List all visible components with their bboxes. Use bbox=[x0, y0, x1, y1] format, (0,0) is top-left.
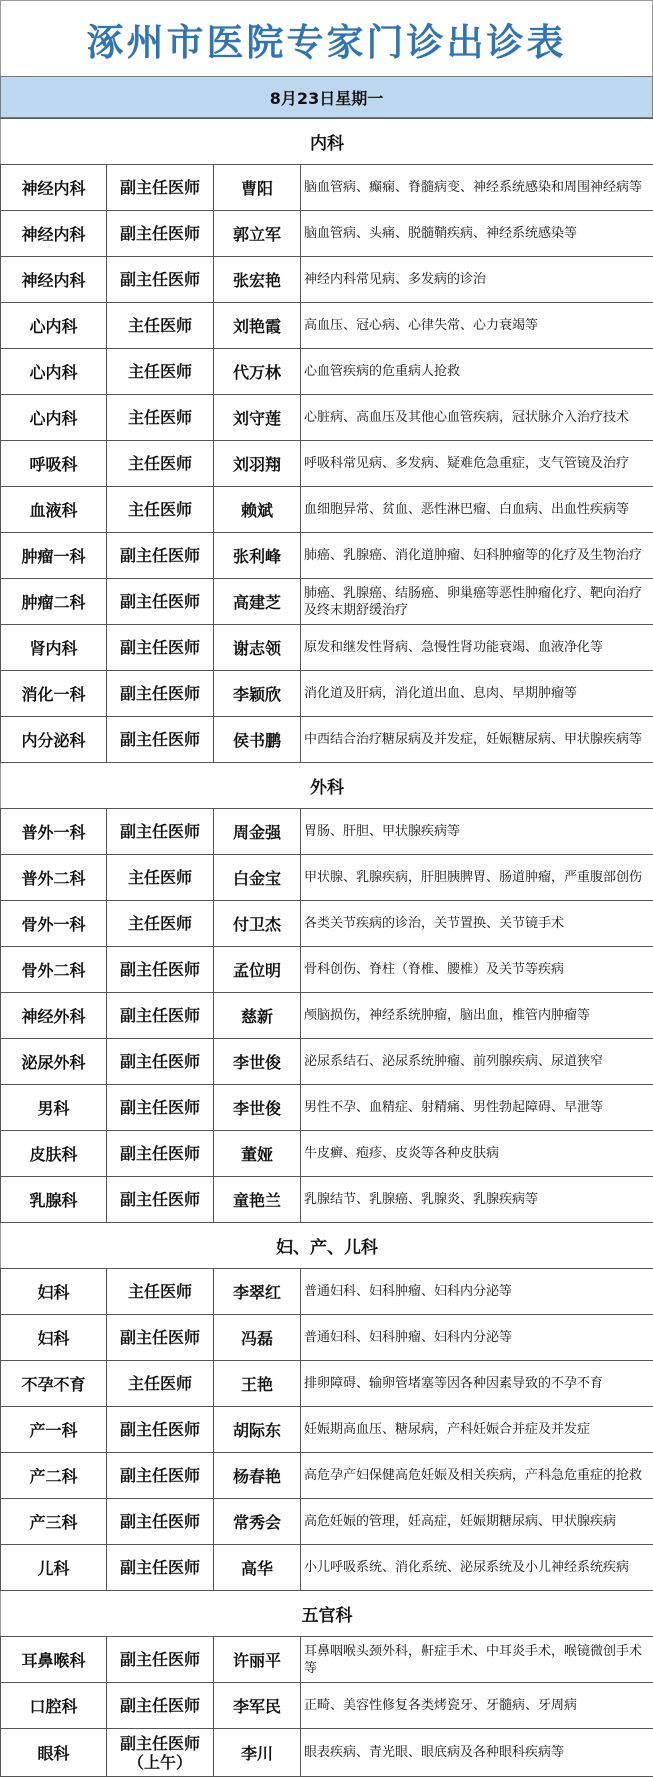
doctor-name-cell: 李世俊 bbox=[214, 1039, 301, 1085]
table-row bbox=[1, 211, 653, 257]
specialty-cell: 脑血管病、癫痫、脊髓病变、神经系统感染和周围神经病等 bbox=[301, 165, 653, 211]
doctor-name-cell: 张宏艳 bbox=[214, 257, 301, 303]
table-row bbox=[1, 1407, 653, 1453]
section-header bbox=[1, 1591, 653, 1637]
table-row bbox=[1, 349, 653, 395]
department-cell: 口腔科 bbox=[1, 1683, 107, 1729]
table-row bbox=[1, 579, 653, 625]
doctor-title-cell: 副主任医师 bbox=[107, 257, 214, 303]
table-row bbox=[1, 1177, 653, 1223]
doctor-title-cell: 副主任医师 bbox=[107, 1683, 214, 1729]
specialty-cell: 牛皮癣、疱疹、皮炎等各种皮肤病 bbox=[301, 1131, 653, 1177]
specialty-cell: 妊娠期高血压、糖尿病，产科妊娠合并症及并发症 bbox=[301, 1407, 653, 1453]
table-row bbox=[1, 993, 653, 1039]
department-cell: 儿科 bbox=[1, 1545, 107, 1591]
department-cell: 心内科 bbox=[1, 303, 107, 349]
doctor-name-cell: 王艳 bbox=[214, 1361, 301, 1407]
specialty-cell: 高血压、冠心病、心律失常、心力衰竭等 bbox=[301, 303, 653, 349]
doctor-title-cell: 副主任医师 bbox=[107, 579, 214, 625]
doctor-name-cell: 李川 bbox=[214, 1729, 301, 1777]
specialty-cell: 心脏病、高血压及其他心血管疾病，冠状脉介入治疗技术 bbox=[301, 395, 653, 441]
specialty-cell: 肺癌、乳腺癌、结肠癌、卵巢癌等恶性肿瘤化疗、靶向治疗及终末期舒缓治疗 bbox=[301, 579, 653, 625]
doctor-title-cell: 副主任医师 bbox=[107, 993, 214, 1039]
specialty-cell: 心血管疾病的危重病人抢救 bbox=[301, 349, 653, 395]
specialty-cell: 胃肠、肝胆、甲状腺疾病等 bbox=[301, 809, 653, 855]
table-row bbox=[1, 257, 653, 303]
doctor-title-cell: 副主任医师 bbox=[107, 211, 214, 257]
table-row bbox=[1, 303, 653, 349]
doctor-name-cell: 张利峰 bbox=[214, 533, 301, 579]
doctor-name-cell: 董娅 bbox=[214, 1131, 301, 1177]
section-header bbox=[1, 119, 653, 165]
specialty-cell: 颅脑损伤，神经系统肿瘤，脑出血，椎管内肿瘤等 bbox=[301, 993, 653, 1039]
department-cell: 心内科 bbox=[1, 395, 107, 441]
table-row bbox=[1, 533, 653, 579]
doctor-title-cell: 主任医师 bbox=[107, 395, 214, 441]
department-cell: 不孕不育 bbox=[1, 1361, 107, 1407]
doctor-name-cell: 刘羽翔 bbox=[214, 441, 301, 487]
table-row bbox=[1, 165, 653, 211]
doctor-title-cell: 副主任医师 bbox=[107, 1085, 214, 1131]
doctor-title-cell: 副主任医师 bbox=[107, 1453, 214, 1499]
department-cell: 产三科 bbox=[1, 1499, 107, 1545]
department-cell: 内分泌科 bbox=[1, 717, 107, 763]
specialty-cell: 消化道及肝病，消化道出血、息肉、早期肿瘤等 bbox=[301, 671, 653, 717]
specialty-cell: 各类关节疾病的诊治，关节置换、关节镜手术 bbox=[301, 901, 653, 947]
table-row bbox=[1, 809, 653, 855]
date-bar: 8月23日星期一 bbox=[0, 76, 653, 118]
doctor-name-cell: 冯磊 bbox=[214, 1315, 301, 1361]
schedule-table bbox=[0, 118, 653, 1777]
table-row bbox=[1, 1039, 653, 1085]
table-row bbox=[1, 395, 653, 441]
specialty-cell: 肺癌、乳腺癌、消化道肿瘤、妇科肿瘤等的化疗及生物治疗 bbox=[301, 533, 653, 579]
department-cell: 肿瘤二科 bbox=[1, 579, 107, 625]
specialty-cell: 甲状腺、乳腺疾病，肝胆胰脾胃、肠道肿瘤，严重腹部创伤 bbox=[301, 855, 653, 901]
table-row bbox=[1, 1361, 653, 1407]
specialty-cell: 血细胞异常、贫血、恶性淋巴瘤、白血病、出血性疾病等 bbox=[301, 487, 653, 533]
table-row bbox=[1, 1453, 653, 1499]
doctor-title-cell: 副主任医师 bbox=[107, 717, 214, 763]
specialty-cell: 中西结合治疗糖尿病及并发症，妊娠糖尿病、甲状腺疾病等 bbox=[301, 717, 653, 763]
doctor-title-cell: 主任医师 bbox=[107, 901, 214, 947]
table-row bbox=[1, 947, 653, 993]
doctor-name-cell: 侯书鹏 bbox=[214, 717, 301, 763]
doctor-title-cell: 副主任医师 bbox=[107, 533, 214, 579]
section-name: 五官科 bbox=[1, 1591, 653, 1637]
table-row bbox=[1, 671, 653, 717]
specialty-cell: 泌尿系结石、泌尿系统肿瘤、前列腺疾病、尿道狭窄 bbox=[301, 1039, 653, 1085]
specialty-cell: 呼吸科常见病、多发病、疑难危急重症，支气管镜及治疗 bbox=[301, 441, 653, 487]
department-cell: 神经内科 bbox=[1, 211, 107, 257]
table-row bbox=[1, 1499, 653, 1545]
department-cell: 妇科 bbox=[1, 1315, 107, 1361]
specialty-cell: 正畸、美容性修复各类烤瓷牙、牙髓病、牙周病 bbox=[301, 1683, 653, 1729]
section-name: 外科 bbox=[1, 763, 653, 809]
section-header bbox=[1, 1223, 653, 1269]
table-row bbox=[1, 717, 653, 763]
specialty-cell: 骨科创伤、脊柱（脊椎、腰椎）及关节等疾病 bbox=[301, 947, 653, 993]
doctor-name-cell: 李世俊 bbox=[214, 1085, 301, 1131]
table-row bbox=[1, 625, 653, 671]
doctor-title-cell: 副主任医师 bbox=[107, 1039, 214, 1085]
doctor-name-cell: 赖斌 bbox=[214, 487, 301, 533]
table-row bbox=[1, 1729, 653, 1777]
specialty-cell: 普通妇科、妇科肿瘤、妇科内分泌等 bbox=[301, 1269, 653, 1315]
section-name: 妇、产、儿科 bbox=[1, 1223, 653, 1269]
department-cell: 骨外一科 bbox=[1, 901, 107, 947]
specialty-cell: 耳鼻咽喉头颈外科，鼾症手术、中耳炎手术，喉镜微创手术等 bbox=[301, 1637, 653, 1683]
doctor-title-cell: 副主任医师 bbox=[107, 947, 214, 993]
doctor-name-cell: 杨春艳 bbox=[214, 1453, 301, 1499]
doctor-title-cell: 主任医师 bbox=[107, 487, 214, 533]
department-cell: 眼科 bbox=[1, 1729, 107, 1777]
table-row bbox=[1, 1269, 653, 1315]
specialty-cell: 普通妇科、妇科肿瘤、妇科内分泌等 bbox=[301, 1315, 653, 1361]
department-cell: 男科 bbox=[1, 1085, 107, 1131]
section-header bbox=[1, 763, 653, 809]
specialty-cell: 男性不孕、血精症、射精痛、男性勃起障碍、早泄等 bbox=[301, 1085, 653, 1131]
section-name: 内科 bbox=[1, 119, 653, 165]
doctor-name-cell: 刘艳霞 bbox=[214, 303, 301, 349]
doctor-name-cell: 李军民 bbox=[214, 1683, 301, 1729]
specialty-cell: 乳腺结节、乳腺癌、乳腺炎、乳腺疾病等 bbox=[301, 1177, 653, 1223]
doctor-title-cell: 副主任医师 bbox=[107, 1177, 214, 1223]
doctor-name-cell: 高华 bbox=[214, 1545, 301, 1591]
doctor-name-cell: 孟位明 bbox=[214, 947, 301, 993]
specialty-cell: 排卵障碍、输卵管堵塞等因各种因素导致的不孕不育 bbox=[301, 1361, 653, 1407]
page-title: 涿州市医院专家门诊出诊表 bbox=[0, 0, 653, 76]
doctor-name-cell: 胡际东 bbox=[214, 1407, 301, 1453]
department-cell: 泌尿外科 bbox=[1, 1039, 107, 1085]
doctor-title-cell: 主任医师 bbox=[107, 441, 214, 487]
department-cell: 神经内科 bbox=[1, 257, 107, 303]
table-row bbox=[1, 901, 653, 947]
table-row bbox=[1, 1683, 653, 1729]
doctor-name-cell: 李颖欣 bbox=[214, 671, 301, 717]
doctor-name-cell: 白金宝 bbox=[214, 855, 301, 901]
department-cell: 肿瘤一科 bbox=[1, 533, 107, 579]
specialty-cell: 原发和继发性肾病、急慢性肾功能衰竭、血液净化等 bbox=[301, 625, 653, 671]
department-cell: 骨外二科 bbox=[1, 947, 107, 993]
doctor-name-cell: 付卫杰 bbox=[214, 901, 301, 947]
doctor-title-cell: 主任医师 bbox=[107, 349, 214, 395]
doctor-title-cell: 副主任医师 bbox=[107, 1545, 214, 1591]
table-row bbox=[1, 1545, 653, 1591]
doctor-name-cell: 谢志领 bbox=[214, 625, 301, 671]
table-row bbox=[1, 1315, 653, 1361]
doctor-name-cell: 郭立军 bbox=[214, 211, 301, 257]
doctor-title-cell: 副主任医师 bbox=[107, 165, 214, 211]
doctor-title-cell: 副主任医师 bbox=[107, 625, 214, 671]
table-row bbox=[1, 1085, 653, 1131]
department-cell: 呼吸科 bbox=[1, 441, 107, 487]
doctor-title-cell: 主任医师 bbox=[107, 303, 214, 349]
department-cell: 神经内科 bbox=[1, 165, 107, 211]
doctor-name-cell: 代万林 bbox=[214, 349, 301, 395]
doctor-title-cell: 主任医师 bbox=[107, 1269, 214, 1315]
department-cell: 产二科 bbox=[1, 1453, 107, 1499]
doctor-name-cell: 周金强 bbox=[214, 809, 301, 855]
table-row bbox=[1, 487, 653, 533]
doctor-name-cell: 常秀会 bbox=[214, 1499, 301, 1545]
specialty-cell: 小儿呼吸系统、消化系统、泌尿系统及小儿神经系统疾病 bbox=[301, 1545, 653, 1591]
doctor-title-cell: 副主任医师 bbox=[107, 1499, 214, 1545]
specialty-cell: 眼表疾病、青光眼、眼底病及各种眼科疾病等 bbox=[301, 1729, 653, 1777]
table-row bbox=[1, 1637, 653, 1683]
specialty-cell: 高危孕产妇保健高危妊娠及相关疾病，产科急危重症的抢救 bbox=[301, 1453, 653, 1499]
doctor-title-cell: 副主任医师 bbox=[107, 1315, 214, 1361]
doctor-title-cell: 副主任医师 bbox=[107, 671, 214, 717]
department-cell: 耳鼻喉科 bbox=[1, 1637, 107, 1683]
department-cell: 肾内科 bbox=[1, 625, 107, 671]
doctor-name-cell: 曹阳 bbox=[214, 165, 301, 211]
doctor-name-cell: 慈新 bbox=[214, 993, 301, 1039]
doctor-title-cell: 主任医师 bbox=[107, 855, 214, 901]
department-cell: 妇科 bbox=[1, 1269, 107, 1315]
department-cell: 神经外科 bbox=[1, 993, 107, 1039]
doctor-name-cell: 童艳兰 bbox=[214, 1177, 301, 1223]
doctor-title-cell: 副主任医师 （上午） bbox=[107, 1729, 214, 1777]
doctor-title-cell: 副主任医师 bbox=[107, 1637, 214, 1683]
specialty-cell: 脑血管病、头痛、脱髓鞘疾病、神经系统感染等 bbox=[301, 211, 653, 257]
specialty-cell: 高危妊娠的管理，妊高症，妊娠期糖尿病、甲状腺疾病 bbox=[301, 1499, 653, 1545]
department-cell: 消化一科 bbox=[1, 671, 107, 717]
doctor-title-cell: 副主任医师 bbox=[107, 1407, 214, 1453]
department-cell: 血液科 bbox=[1, 487, 107, 533]
table-row bbox=[1, 441, 653, 487]
department-cell: 乳腺科 bbox=[1, 1177, 107, 1223]
doctor-title-cell: 主任医师 bbox=[107, 1361, 214, 1407]
department-cell: 普外二科 bbox=[1, 855, 107, 901]
doctor-title-cell: 副主任医师 bbox=[107, 1131, 214, 1177]
table-row bbox=[1, 1131, 653, 1177]
specialty-cell: 神经内科常见病、多发病的诊治 bbox=[301, 257, 653, 303]
doctor-name-cell: 刘守莲 bbox=[214, 395, 301, 441]
department-cell: 普外一科 bbox=[1, 809, 107, 855]
department-cell: 皮肤科 bbox=[1, 1131, 107, 1177]
doctor-name-cell: 李翠红 bbox=[214, 1269, 301, 1315]
doctor-title-cell: 副主任医师 bbox=[107, 809, 214, 855]
doctor-name-cell: 许丽平 bbox=[214, 1637, 301, 1683]
doctor-name-cell: 高建芝 bbox=[214, 579, 301, 625]
table-row bbox=[1, 855, 653, 901]
department-cell: 心内科 bbox=[1, 349, 107, 395]
department-cell: 产一科 bbox=[1, 1407, 107, 1453]
